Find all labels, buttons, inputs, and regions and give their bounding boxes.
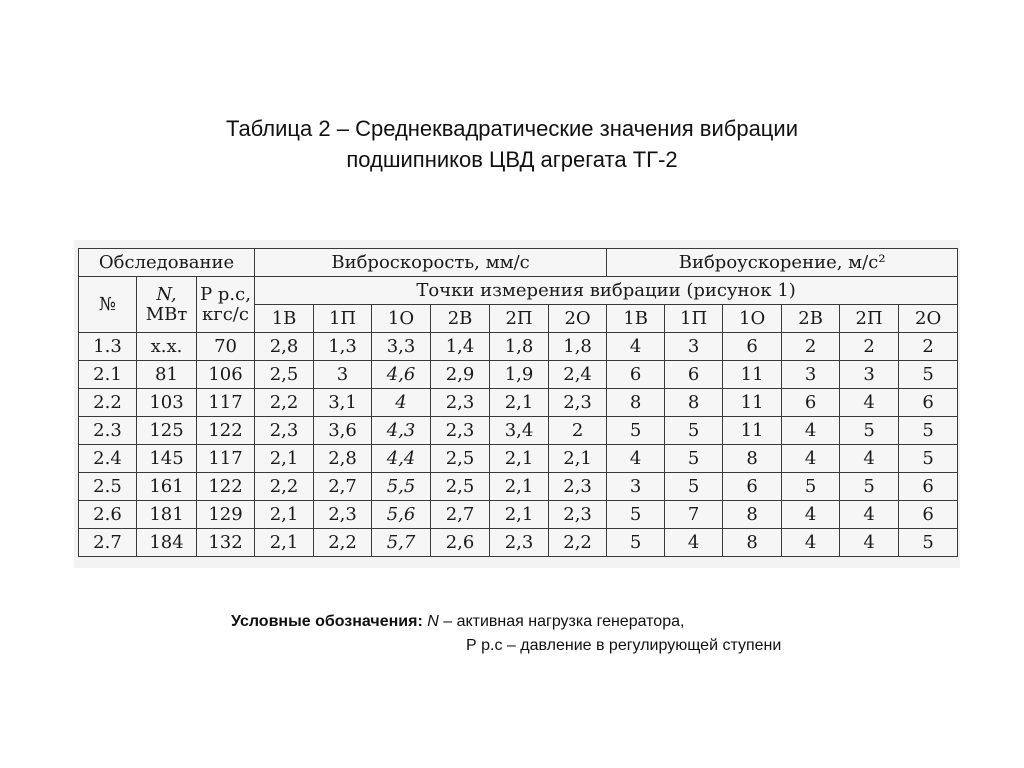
table-cell: 2.5 (79, 473, 137, 501)
table-cell: 2,4 (549, 361, 607, 389)
table-cell: 4 (840, 501, 899, 529)
table-cell: 1,4 (431, 333, 490, 361)
table-cell: 181 (137, 501, 197, 529)
header-point-11: 2О (899, 305, 958, 333)
table-row (79, 417, 958, 445)
header-point-6: 1В (607, 305, 665, 333)
legend-label: Условные обозначения: (231, 613, 423, 630)
table-cell: 132 (197, 529, 255, 557)
table-cell: 4,6 (372, 361, 431, 389)
header-number: № (79, 277, 137, 333)
header-vibration-acceleration: Виброускорение, м/с² (607, 249, 958, 277)
table-cell: 2,2 (255, 473, 314, 501)
table-cell: 4 (840, 389, 899, 417)
table-cell: 2 (549, 417, 607, 445)
table-cell: 2.3 (79, 417, 137, 445)
table-cell: 3,6 (314, 417, 372, 445)
table-cell: 2,3 (314, 501, 372, 529)
table-cell: 70 (197, 333, 255, 361)
table-cell: 125 (137, 417, 197, 445)
table-cell: 1,8 (549, 333, 607, 361)
table-cell: 2,1 (549, 445, 607, 473)
table-cell: 117 (197, 445, 255, 473)
table-cell: 3 (607, 473, 665, 501)
table-cell: 2,3 (549, 389, 607, 417)
header-power-unit: МВт (145, 303, 188, 325)
table-cell: 4 (372, 389, 431, 417)
table-cell: 2,7 (314, 473, 372, 501)
table-cell: 6 (665, 361, 723, 389)
legend (231, 610, 684, 634)
table-cell: 4 (782, 445, 840, 473)
header-measurement-points: Точки измерения вибрации (рисунок 1) (255, 277, 958, 305)
vibration-table-image (74, 240, 960, 568)
table-cell: 2,9 (431, 361, 490, 389)
table-cell: 5 (899, 361, 958, 389)
table-cell: 1.3 (79, 333, 137, 361)
header-point-0: 1В (255, 305, 314, 333)
header-point-1: 1П (314, 305, 372, 333)
table-row (79, 529, 958, 557)
table-cell: 2,3 (490, 529, 549, 557)
caption-line-2: подшипников ЦВД агрегата ТГ-2 (346, 147, 678, 172)
table-row (79, 361, 958, 389)
table-cell: 2,3 (549, 501, 607, 529)
table-cell: 5 (899, 445, 958, 473)
table-cell: х.х. (137, 333, 197, 361)
table-cell: 2,8 (314, 445, 372, 473)
table-cell: 2.1 (79, 361, 137, 389)
table-cell: 5,6 (372, 501, 431, 529)
table-cell: 6 (899, 473, 958, 501)
header-point-9: 2В (782, 305, 840, 333)
table-cell: 5,5 (372, 473, 431, 501)
table-cell: 8 (723, 445, 782, 473)
table-cell: 2.2 (79, 389, 137, 417)
table-cell: 11 (723, 361, 782, 389)
header-point-7: 1П (665, 305, 723, 333)
table-cell: 117 (197, 389, 255, 417)
table-cell: 6 (723, 473, 782, 501)
header-power (137, 277, 197, 333)
table-row (79, 389, 958, 417)
table-cell: 5 (665, 445, 723, 473)
table-cell: 8 (723, 529, 782, 557)
legend-p-text: Р р.с – давление в регулирующей ступени (466, 637, 782, 654)
table-cell: 106 (197, 361, 255, 389)
header-point-8: 1О (723, 305, 782, 333)
table-cell: 2,8 (255, 333, 314, 361)
header-pressure-unit: кгс/с (202, 303, 249, 325)
table-row (79, 501, 958, 529)
table-cell: 3,1 (314, 389, 372, 417)
table-cell: 2,1 (255, 445, 314, 473)
table-row (79, 445, 958, 473)
table-cell: 2,3 (431, 389, 490, 417)
table-cell: 4 (782, 417, 840, 445)
table-cell: 5 (607, 529, 665, 557)
table-cell: 2,3 (255, 417, 314, 445)
table-cell: 4,3 (372, 417, 431, 445)
table-cell: 2,6 (431, 529, 490, 557)
header-point-10: 2П (840, 305, 899, 333)
table-cell: 1,9 (490, 361, 549, 389)
table-cell: 6 (607, 361, 665, 389)
table-caption (0, 113, 1024, 175)
table-cell: 2 (840, 333, 899, 361)
header-power-symbol: N, (156, 283, 177, 305)
table-cell: 3 (782, 361, 840, 389)
table-cell: 122 (197, 473, 255, 501)
table-cell: 5 (665, 473, 723, 501)
table-cell: 5 (840, 417, 899, 445)
table-cell: 8 (607, 389, 665, 417)
table-cell: 7 (665, 501, 723, 529)
table-cell: 1,8 (490, 333, 549, 361)
header-survey: Обследование (79, 249, 255, 277)
legend-n-text: – активная нагрузка генератора, (443, 613, 685, 630)
caption-line-1: Таблица 2 – Среднеквадратические значения вибрации (226, 116, 798, 141)
table-cell: 4,4 (372, 445, 431, 473)
table-cell: 103 (137, 389, 197, 417)
table-cell: 129 (197, 501, 255, 529)
table-cell: 4 (607, 445, 665, 473)
table-cell: 2.7 (79, 529, 137, 557)
table-cell: 184 (137, 529, 197, 557)
table-cell: 5 (782, 473, 840, 501)
table-cell: 2,2 (314, 529, 372, 557)
table-cell: 8 (665, 389, 723, 417)
table-cell: 122 (197, 417, 255, 445)
table-cell: 3 (314, 361, 372, 389)
table-cell: 1,3 (314, 333, 372, 361)
header-pressure (197, 277, 255, 333)
table-cell: 161 (137, 473, 197, 501)
table-cell: 2,7 (431, 501, 490, 529)
table-cell: 2,2 (549, 529, 607, 557)
table-cell: 2,2 (255, 389, 314, 417)
vibration-table (78, 248, 958, 557)
table-cell: 3,3 (372, 333, 431, 361)
header-point-2: 1О (372, 305, 431, 333)
table-cell: 2,1 (490, 445, 549, 473)
legend-n-symbol: N (427, 613, 439, 630)
table-cell: 5,7 (372, 529, 431, 557)
table-cell: 4 (665, 529, 723, 557)
table-cell: 6 (782, 389, 840, 417)
table-cell: 2,3 (431, 417, 490, 445)
table-cell: 3 (665, 333, 723, 361)
table-cell: 5 (607, 501, 665, 529)
table-cell: 2,1 (490, 501, 549, 529)
table-cell: 4 (840, 529, 899, 557)
table-cell: 4 (840, 445, 899, 473)
header-point-5: 2О (549, 305, 607, 333)
header-point-4: 2П (490, 305, 549, 333)
table-cell: 145 (137, 445, 197, 473)
table-cell: 2,3 (549, 473, 607, 501)
table-cell: 2,5 (255, 361, 314, 389)
table-cell: 6 (723, 333, 782, 361)
table-cell: 2,1 (255, 501, 314, 529)
group-header-row (79, 249, 958, 277)
table-cell: 5 (840, 473, 899, 501)
table-row (79, 333, 958, 361)
table-cell: 3 (840, 361, 899, 389)
table-cell: 2.6 (79, 501, 137, 529)
subheader-row (79, 277, 958, 305)
table-cell: 5 (899, 417, 958, 445)
table-cell: 6 (899, 501, 958, 529)
table-row (79, 473, 958, 501)
table-cell: 4 (607, 333, 665, 361)
table-cell: 5 (665, 417, 723, 445)
table-cell: 4 (782, 501, 840, 529)
table-cell: 6 (899, 389, 958, 417)
table-cell: 2 (782, 333, 840, 361)
header-pressure-symbol: P р.с, (200, 283, 251, 305)
table-cell: 11 (723, 389, 782, 417)
table-cell: 2,1 (490, 473, 549, 501)
table-cell: 2,1 (490, 389, 549, 417)
table-cell: 81 (137, 361, 197, 389)
table-cell: 5 (607, 417, 665, 445)
table-cell: 3,4 (490, 417, 549, 445)
table-cell: 2,1 (255, 529, 314, 557)
header-point-3: 2В (431, 305, 490, 333)
table-cell: 2 (899, 333, 958, 361)
table-cell: 2.4 (79, 445, 137, 473)
table-cell: 2,5 (431, 473, 490, 501)
table-cell: 4 (782, 529, 840, 557)
header-vibration-velocity: Виброскорость, мм/с (255, 249, 607, 277)
table-cell: 11 (723, 417, 782, 445)
table-cell: 8 (723, 501, 782, 529)
table-cell: 2,5 (431, 445, 490, 473)
table-cell: 5 (899, 529, 958, 557)
